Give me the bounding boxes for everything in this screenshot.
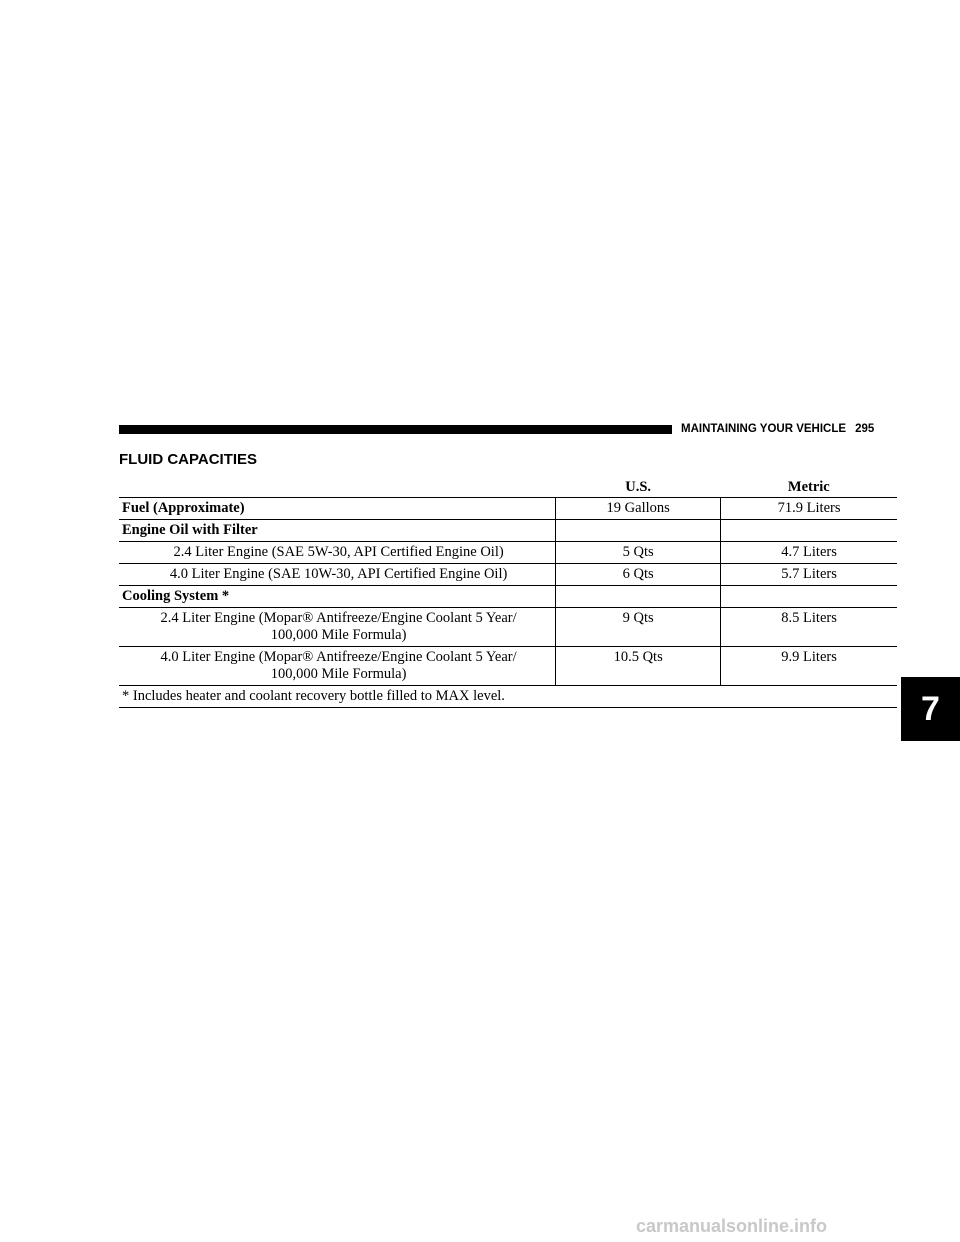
section-title: FLUID CAPACITIES	[119, 451, 258, 468]
row-label-line1: 2.4 Liter Engine (Mopar® Antifreeze/Engine Coolant 5 Year/	[160, 610, 517, 626]
row-label: 4.0 Liter Engine (SAE 10W-30, API Certified Engine Oil)	[119, 564, 556, 586]
row-label-line1: 4.0 Liter Engine (Mopar® Antifreeze/Engine Coolant 5 Year/	[160, 649, 517, 665]
fluid-capacities-table	[119, 477, 897, 708]
row-label: Fuel (Approximate)	[119, 498, 556, 520]
us-value: 5 Qts	[556, 542, 721, 564]
table-row	[119, 498, 897, 520]
us-value	[556, 586, 721, 608]
row-label	[119, 647, 556, 686]
header-spacer	[119, 477, 556, 498]
us-value: 10.5 Qts	[556, 647, 721, 686]
header-rule	[119, 425, 672, 434]
metric-value	[721, 520, 897, 542]
row-label-line2: 100,000 Mile Formula)	[270, 666, 407, 682]
row-label-line2: 100,000 Mile Formula)	[270, 627, 407, 643]
row-label: Cooling System *	[119, 586, 556, 608]
table-header-row	[119, 477, 897, 498]
table-footnote-row	[119, 686, 897, 708]
us-value	[556, 520, 721, 542]
us-value: 19 Gallons	[556, 498, 721, 520]
table-row	[119, 520, 897, 542]
row-label: 2.4 Liter Engine (SAE 5W-30, API Certified Engine Oil)	[119, 542, 556, 564]
table-row	[119, 647, 897, 686]
metric-value: 9.9 Liters	[721, 647, 897, 686]
page-number: 295	[855, 423, 875, 435]
metric-value: 71.9 Liters	[721, 498, 897, 520]
metric-value: 8.5 Liters	[721, 608, 897, 647]
metric-value	[721, 586, 897, 608]
us-value: 9 Qts	[556, 608, 721, 647]
row-label: Engine Oil with Filter	[119, 520, 556, 542]
table-row	[119, 542, 897, 564]
row-label	[119, 608, 556, 647]
footnote: * Includes heater and coolant recovery bottle filled to MAX level.	[119, 686, 897, 708]
metric-value: 5.7 Liters	[721, 564, 897, 586]
watermark: carmanualsonline.info	[636, 1216, 828, 1236]
running-header	[681, 421, 901, 437]
table-row	[119, 564, 897, 586]
column-header-metric: Metric	[721, 477, 897, 498]
table-row	[119, 608, 897, 647]
column-header-us: U.S.	[556, 477, 721, 498]
table-row	[119, 586, 897, 608]
chapter-tab: 7	[901, 677, 960, 741]
metric-value: 4.7 Liters	[721, 542, 897, 564]
header-section-title: MAINTAINING YOUR VEHICLE	[681, 423, 847, 435]
us-value: 6 Qts	[556, 564, 721, 586]
